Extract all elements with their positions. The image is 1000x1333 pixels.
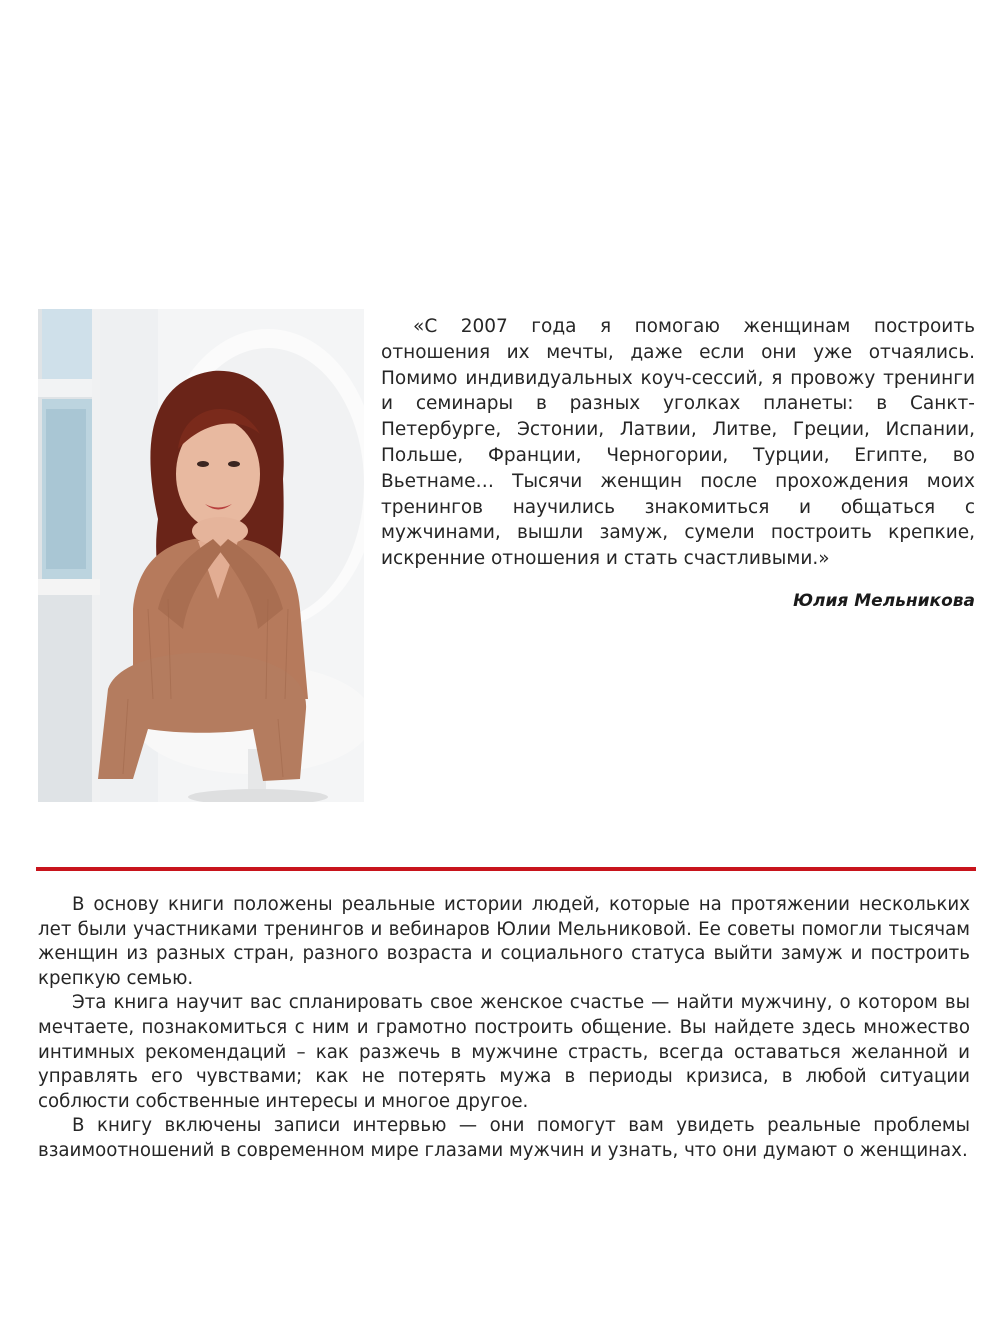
author-portrait-photo [38, 309, 364, 802]
section-divider [36, 867, 976, 871]
description-paragraph: В книгу включены записи интервью — они помогут вам увидеть реальные проблемы взаимоотношений в современном мире глазами мужчин и узнать, что они думают о женщинах. [38, 1115, 970, 1161]
book-description [38, 893, 970, 1164]
description-paragraph: В основу книги положены реальные истории людей, которые на протяжении нескольких лет были участниками тренингов и вебинаров Юлии Мельниковой. Ее советы помогли тысячам женщин из разных стран, разного возраста и социального статуса выйти замуж и построить крепкую семью. [38, 894, 970, 989]
author-quote: «С 2007 года я помогаю женщинам построить отношения их мечты, даже если они уже отчаялись. Помимо индивидуальных коуч-сессий, я провожу тренинги и семинары в разных уголках планеты: в Санкт-Петербурге, Эстонии, Латвии, Литве, Греции, Испании, Польше, Франции, Черногории, Турции, Египте, во Вьетнаме… Тысячи женщин после прохождения моих тренингов научились знакомиться и общаться с мужчинами, вышли замуж, сумели построить крепкие, искренние отношения и стать счастливыми.» [381, 316, 975, 570]
quote-author: Юлия Мельникова [793, 591, 975, 611]
description-paragraph: Эта книга научит вас спланировать свое женское счастье — найти мужчину, о котором вы мечтаете, познакомиться с ним и грамотно построить общение. Вы найдете здесь множество интимных рекомендаций – как разжечь в мужчине страсть, всегда оставаться желанной и управлять его чувствами; как не потерять мужа в периоды кризиса, в любой ситуации соблюсти собственные интересы и многое другое. [38, 992, 970, 1112]
